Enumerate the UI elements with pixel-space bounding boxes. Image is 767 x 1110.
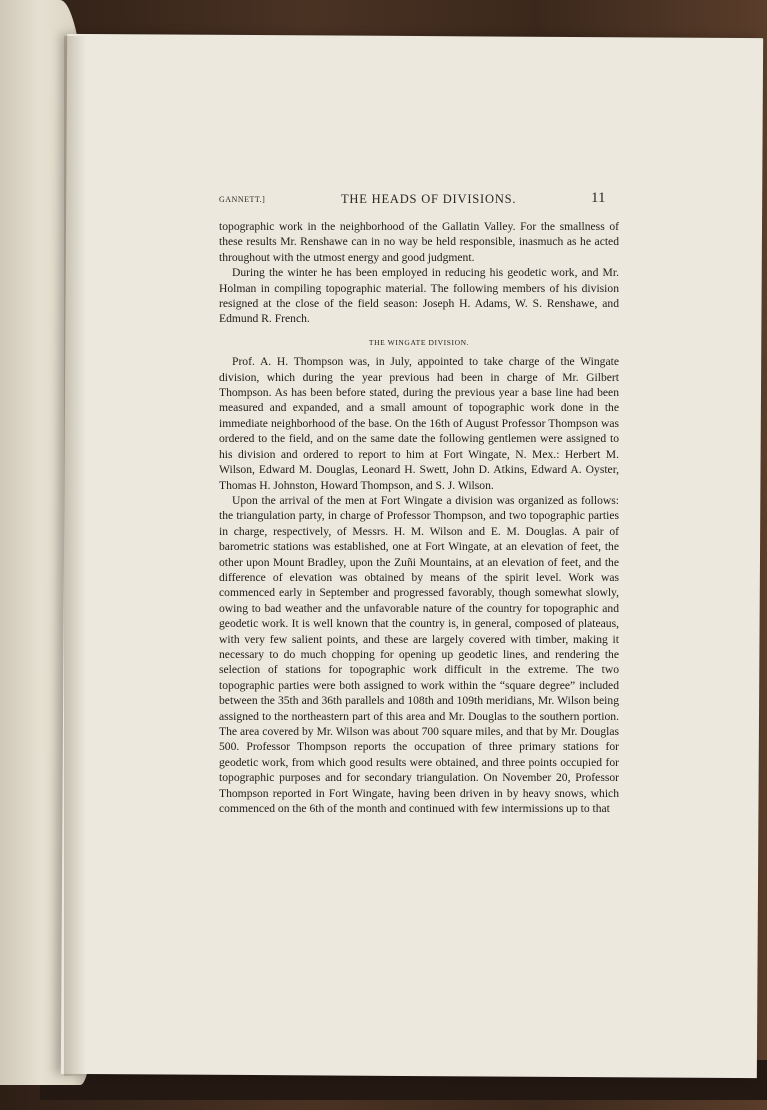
page-gutter-shadow: [64, 36, 86, 1076]
paragraph-thompson-appointed: Prof. A. H. Thompson was, in July, appointed to take charge of the Wingate division, which during the year previous had been in charge of Mr. Gilbert Thompson. As has been before stated, during the previous year a base line had been measured and expanded, and a small amount of topographic work done in the immediate neighborhood of the base. On the 16th of August Professor Thompson was ordered to the field, and on the same date the following gentlemen were assigned to his division and ordered to report to him at Fort Wingate, N. Mex.: Herbert M. Wilson, Edward M. Douglas, Leonard H. Swett, John D. Atkins, Edward A. Oyster, Thomas H. Johnston, Howard Thompson, and S. J. Wilson.: [219, 355, 619, 492]
section-heading: THE WINGATE DIVISION.: [368, 337, 470, 347]
paragraph-winter-work: During the winter he has been employed in reducing his geodetic work, and Mr. Holman in compiling topographic material. The following members of his division resigned at the close of the field season: Joseph H. Adams, W. S. Renshawe, and Edmund R. French.: [219, 266, 619, 326]
paragraph-continued: topographic work in the neighborhood of the Gallatin Valley. For the smallness of these results Mr. Renshawe can in no way be held responsible, inasmuch as he acted throughout with the utmost energy and good judgment.: [219, 220, 619, 264]
paragraph-division-organized: Upon the arrival of the men at Fort Wingate a division was organized as follows: the triangulation party, in charge of Professor Thompson, and two topographic parties in charge, respectively, of Messrs. H. M. Wilson and E. M. Douglas. A pair of barometric stations was established, one at Fort Wingate, at an elevation of feet, the other upon Mount Bradley, upon the Zuñi Mountains, at an elevation of feet, and the difference of elevation was obtained by means of the spirit level. Work was commenced early in September and progressed favorably, though somewhat slowly, owing to bad weather and the unfavorable nature of the country for topographic and geodetic work. It is well known that the country is, in general, composed of plateaus, with very few salient points, and these are largely covered with timber, making it necessary to do much chopping for opening up geodetic lines, and rendering the selection of stations for topographic work difficult in the extreme. The two topographic parties were both assigned to work within the “square degree” included between the 35th and 36th parallels and 108th and 109th meridians, Mr. Wilson being assigned to the northeastern part of this area and Mr. Douglas to the southern portion. The area covered by Mr. Wilson was about 700 square miles, and that by Mr. Douglas 500. Professor Thompson reports the occupation of three primary stations for geodetic work, from which good results were obtained, and three points occupied for topographic purposes and for secondary triangulation. On November 20, Professor Thompson reported in Fort Wingate, having been driven in by heavy snows, which commenced on the 6th of the month and continued with few intermissions up to that: [219, 493, 619, 816]
running-head-author: GANNETT.]: [219, 195, 266, 204]
running-header: [219, 190, 619, 212]
page-number: 11: [591, 190, 606, 206]
running-head-title: THE HEADS OF DIVISIONS.: [341, 192, 517, 206]
page-body: [219, 219, 619, 816]
